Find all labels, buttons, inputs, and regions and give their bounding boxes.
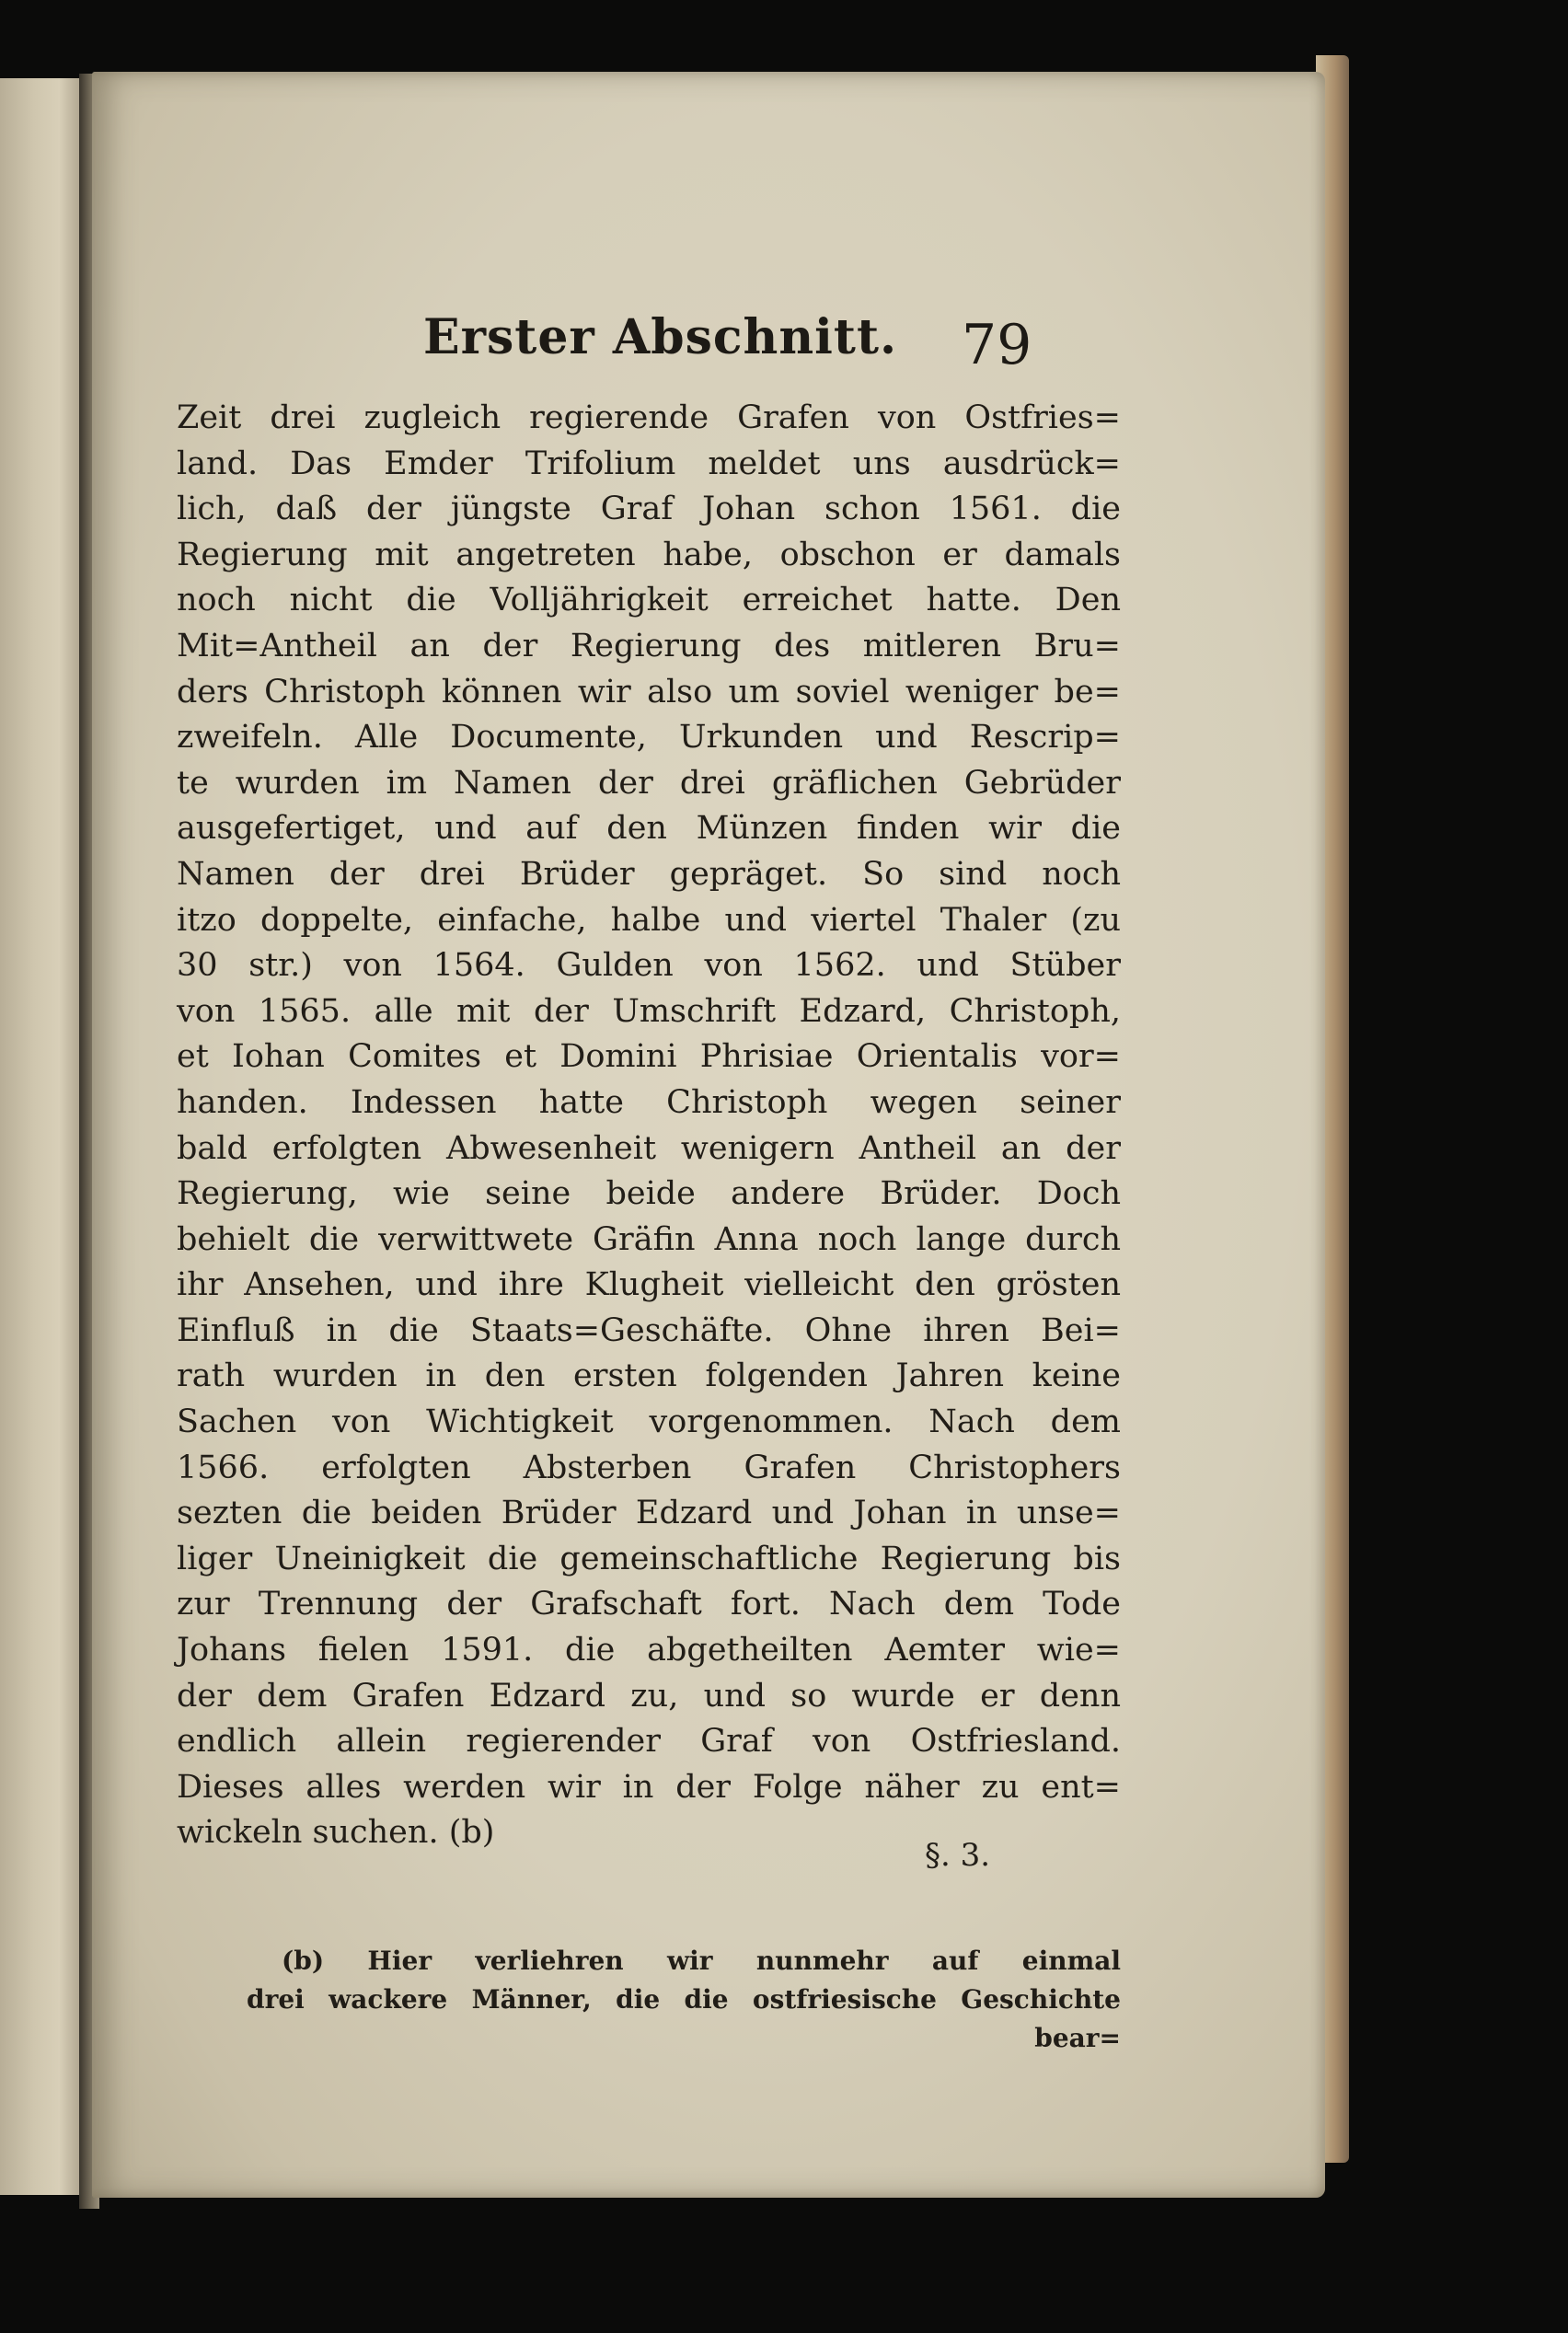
text-line: Einfluß in die Staats=Geschäfte. Ohne ihren Bei= — [177, 1311, 1121, 1349]
text-line: ausgefertiget, und auf den Münzen finden wir die — [177, 810, 1121, 848]
text-line: von 1565. alle mit der Umschrift Edzard, Christoph, — [177, 992, 1121, 1030]
body-text — [177, 396, 1121, 1856]
text-line: handen. Indessen hatte Christoph wegen seiner — [177, 1083, 1121, 1121]
text-line: Sachen von Wichtigkeit vorgenommen. Nach dem — [177, 1403, 1121, 1441]
text-line: der dem Grafen Edzard zu, und so wurde er denn — [177, 1677, 1121, 1715]
text-line: bald erfolgten Abwesenheit wenigern Antheil an der — [177, 1129, 1121, 1167]
text-line: te wurden im Namen der drei gräflichen Gebrüder — [177, 764, 1121, 802]
text-line: Dieses alles werden wir in der Folge näher zu ent= — [177, 1768, 1121, 1806]
text-line: Regierung, wie seine beide andere Brüder. Doch — [177, 1175, 1121, 1213]
text-line: liger Uneinigkeit die gemeinschaftliche Regierung bis — [177, 1540, 1121, 1577]
text-line: land. Das Emder Trifolium meldet uns ausdrück= — [177, 445, 1121, 482]
catchword: §. 3. — [925, 1837, 991, 1874]
text-line: Johans fielen 1591. die abgetheilten Aemter wie= — [177, 1632, 1121, 1669]
text-line: Namen der drei Brüder gepräget. So sind noch — [177, 855, 1121, 893]
text-line: ihr Ansehen, und ihre Klugheit vielleicht den grösten — [177, 1266, 1121, 1304]
facing-page-edge — [0, 78, 85, 2195]
page-header — [92, 309, 1325, 383]
footnote-line: drei wackere Männer, die die ostfriesische Geschichte — [247, 1984, 1121, 2015]
text-line: 1566. erfolgten Absterben Grafen Christophers — [177, 1449, 1121, 1486]
text-line: zweifeln. Alle Documente, Urkunden und Rescrip= — [177, 719, 1121, 756]
footnote — [247, 1942, 1121, 2058]
text-line: zur Trennung der Grafschaft fort. Nach dem Tode — [177, 1586, 1121, 1623]
text-line: wickeln suchen. (b) — [177, 1814, 495, 1852]
text-line: Mit=Antheil an der Regierung des mitleren Bru= — [177, 627, 1121, 664]
text-line: noch nicht die Volljährigkeit erreichet hatte. Den — [177, 582, 1121, 619]
text-line: rath wurden in den ersten folgenden Jahren keine — [177, 1357, 1121, 1395]
text-line: 30 str.) von 1564. Gulden von 1562. und Stüber — [177, 947, 1121, 985]
text-line: endlich allein regierender Graf von Ostfriesland. — [177, 1723, 1121, 1761]
text-line: itzo doppelte, einfache, halbe und viertel Thaler (zu — [177, 901, 1121, 939]
book-page — [92, 72, 1325, 2198]
footnote-line: (b) Hier verliehren wir nunmehr auf einmal — [282, 1946, 1121, 1976]
text-line: Regierung mit angetreten habe, obschon er damals — [177, 536, 1121, 573]
running-title: Erster Abschnitt. — [423, 309, 898, 365]
page-number: 79 — [962, 313, 1032, 377]
text-line: Zeit drei zugleich regierende Grafen von Ostfries= — [177, 399, 1121, 436]
footnote-line: bear= — [1034, 2023, 1121, 2053]
text-line: ders Christoph können wir also um soviel weniger be= — [177, 673, 1121, 710]
text-line: sezten die beiden Brüder Edzard und Johan in unse= — [177, 1495, 1121, 1532]
text-line: behielt die verwittwete Gräfin Anna noch lange durch — [177, 1220, 1121, 1258]
text-line: et Iohan Comites et Domini Phrisiae Orientalis vor= — [177, 1038, 1121, 1076]
text-line: lich, daß der jüngste Graf Johan schon 1561. die — [177, 491, 1121, 528]
